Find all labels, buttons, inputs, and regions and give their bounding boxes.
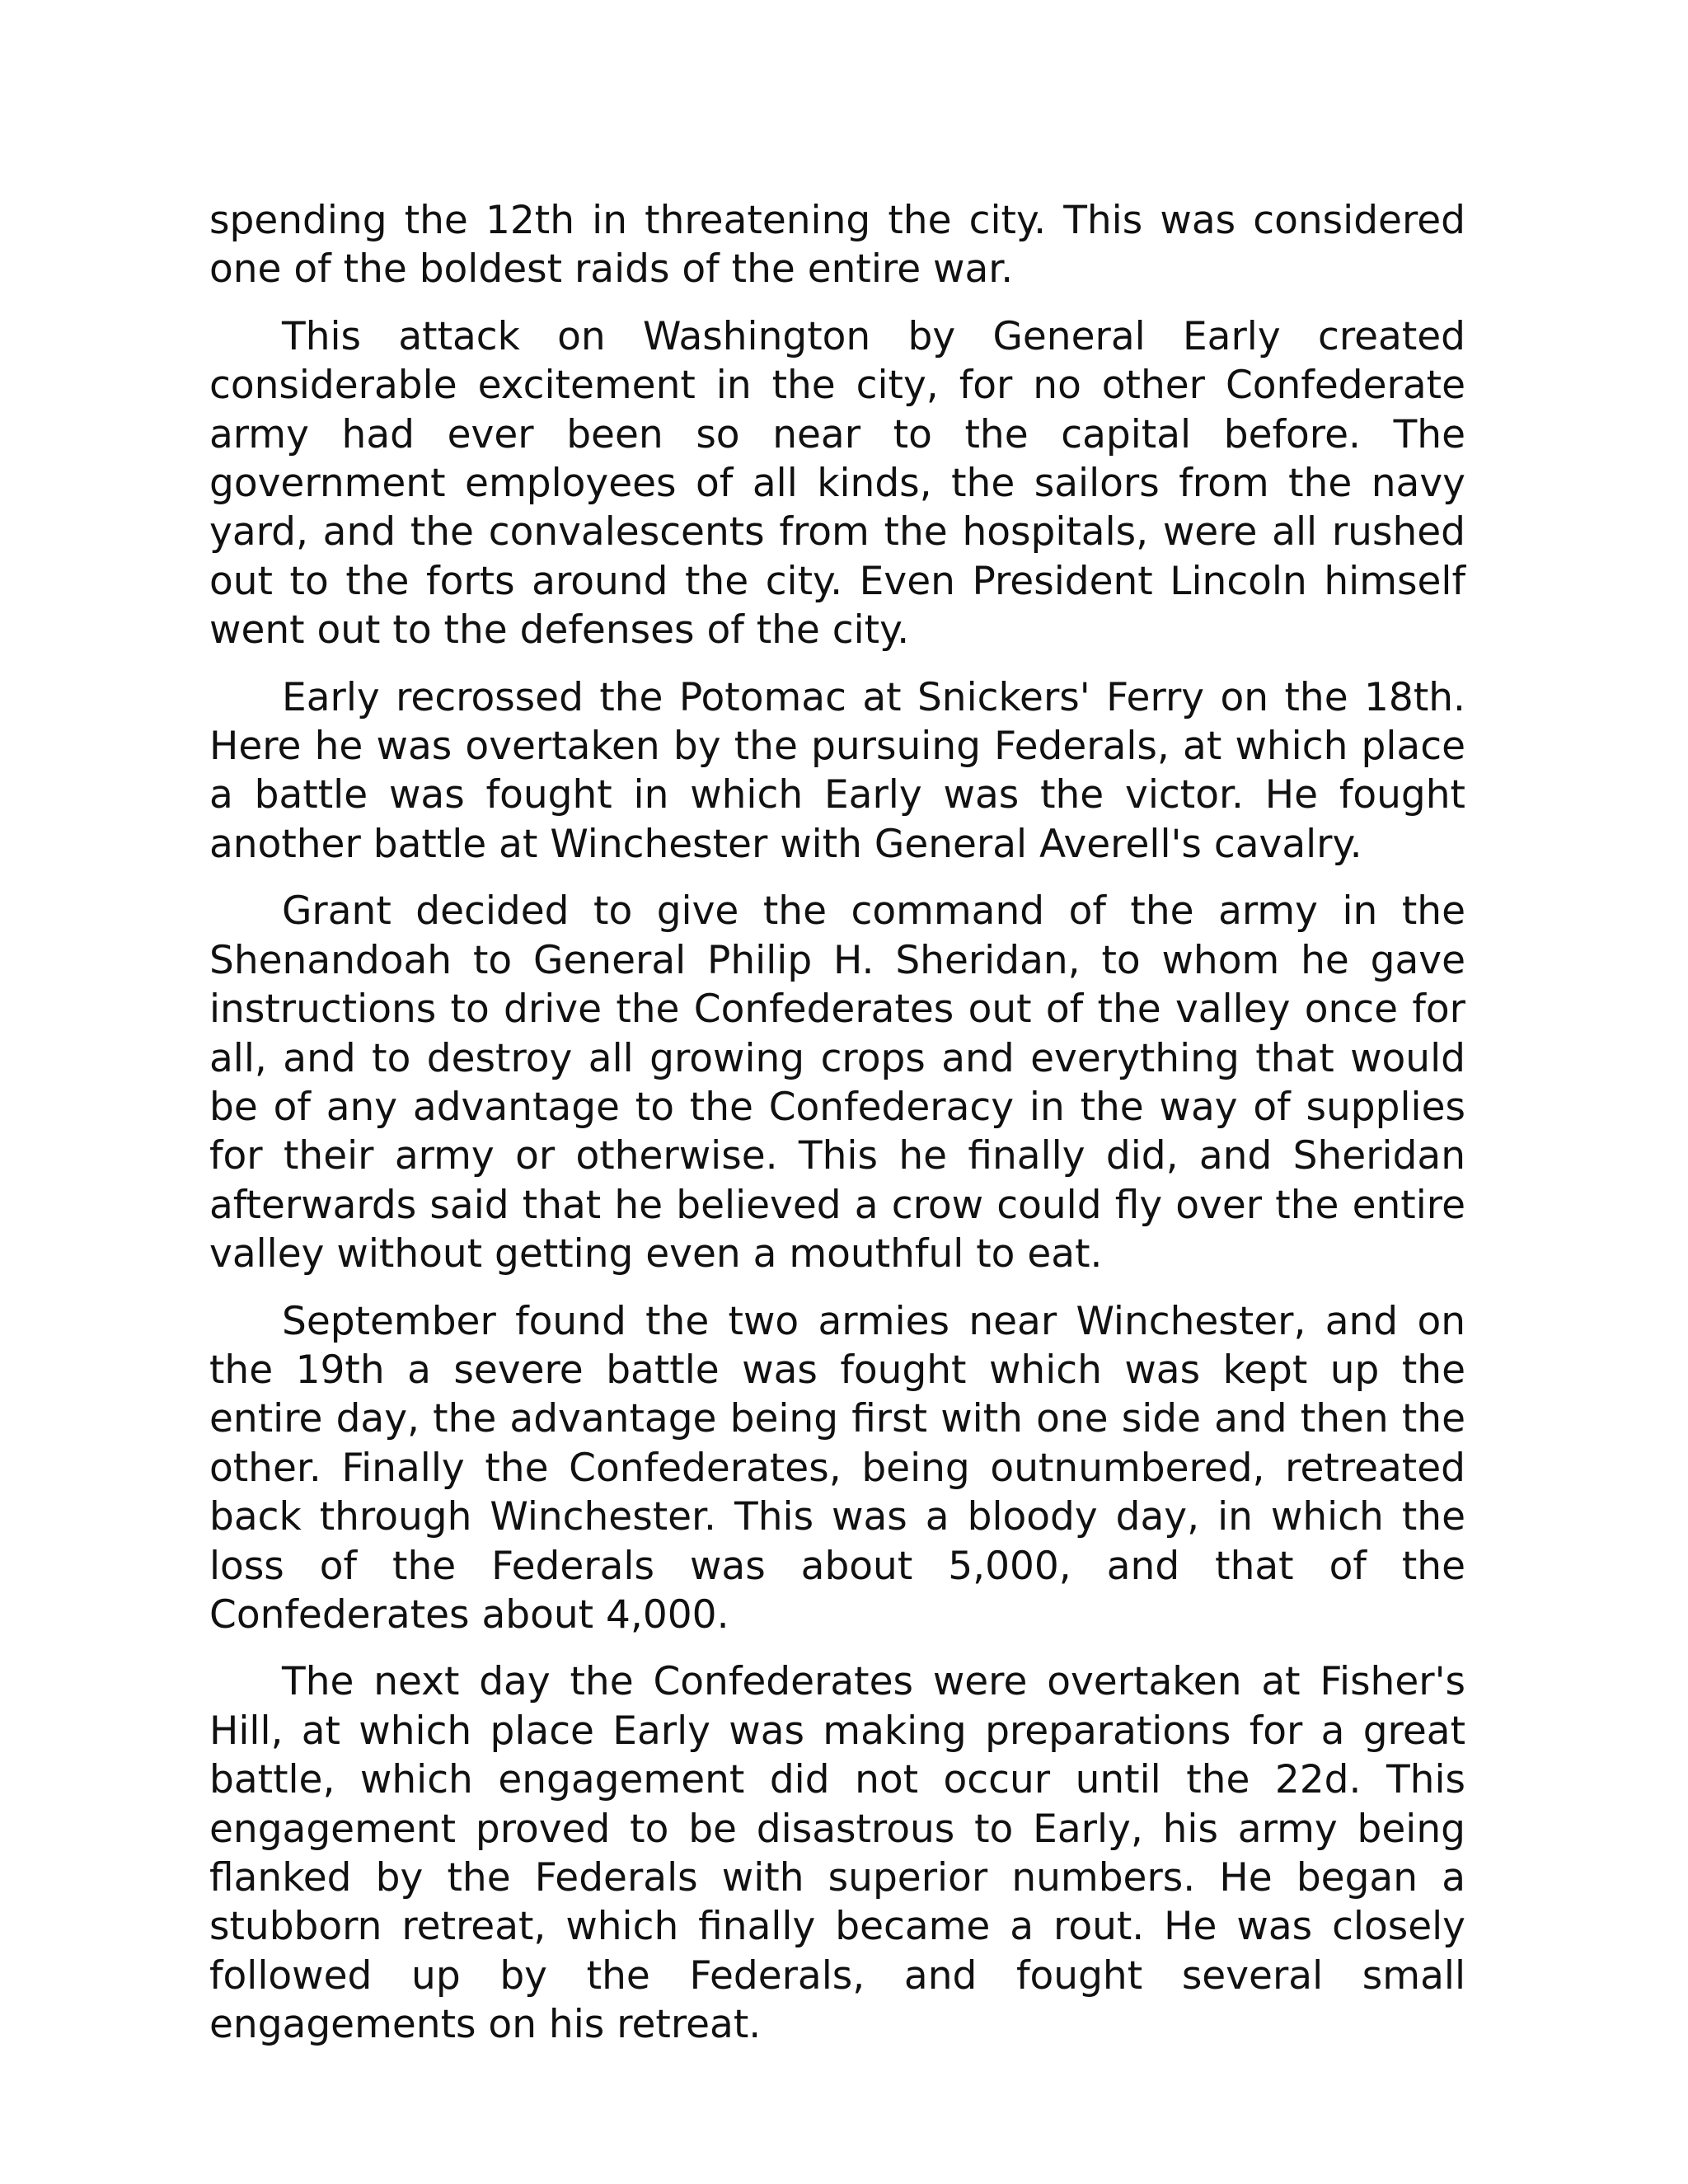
paragraph-continuation: spending the 12th in threatening the city. This was considered one of the boldest raids of the entire war. xyxy=(209,198,1465,293)
paragraph-snickers-ferry: Early recrossed the Potomac at Snickers' Ferry on the 18th. Here he was overtaken by the pursuing Federals, at which place a battle was fought in which Early was the victor. He fought another battle at Winchester with General Averell's cavalry. xyxy=(209,674,1465,867)
paragraph-winchester-battle: September found the two armies near Winchester, and on the 19th a severe battle was fought which was kept up the entire day, the advantage being first with one side and then the other. Finally the Confederates, being outnumbered, retreated back through Winchester. This was a bloody day, in which the loss of the Federals was about 5,000, and that of the Confederates about 4,000. xyxy=(209,1298,1465,1638)
paragraph-washington-attack: This attack on Washington by General Early created considerable excitement in the city, for no other Confederate army had ever been so near to the capital before. The government employees of all kinds, the sailors from the navy yard, and the convalescents from the hospitals, were all rushed out to the forts around the city. Even President Lincoln himself went out to the defenses of the city. xyxy=(209,313,1465,654)
document-page xyxy=(209,196,1465,2068)
paragraph-sheridan-command: Grant decided to give the command of the army in the Shenandoah to General Philip H. Sheridan, to whom he gave instructions to drive the Confederates out of the valley once for all, and to destroy all growing crops and everything that would be of any advantage to the Confederacy in the way of supplies for their army or otherwise. This he finally did, and Sheridan afterwards said that he believed a crow could fly over the entire valley without getting even a mouthful to eat. xyxy=(209,888,1465,1277)
paragraph-fishers-hill: The next day the Confederates were overtaken at Fisher's Hill, at which place Early was making preparations for a great battle, which engagement did not occur until the 22d. This engagement proved to be disastrous to Early, his army being flanked by the Federals with superior numbers. He began a stubborn retreat, which finally became a rout. He was closely followed up by the Federals, and fought several small engagements on his retreat. xyxy=(209,1659,1465,2048)
